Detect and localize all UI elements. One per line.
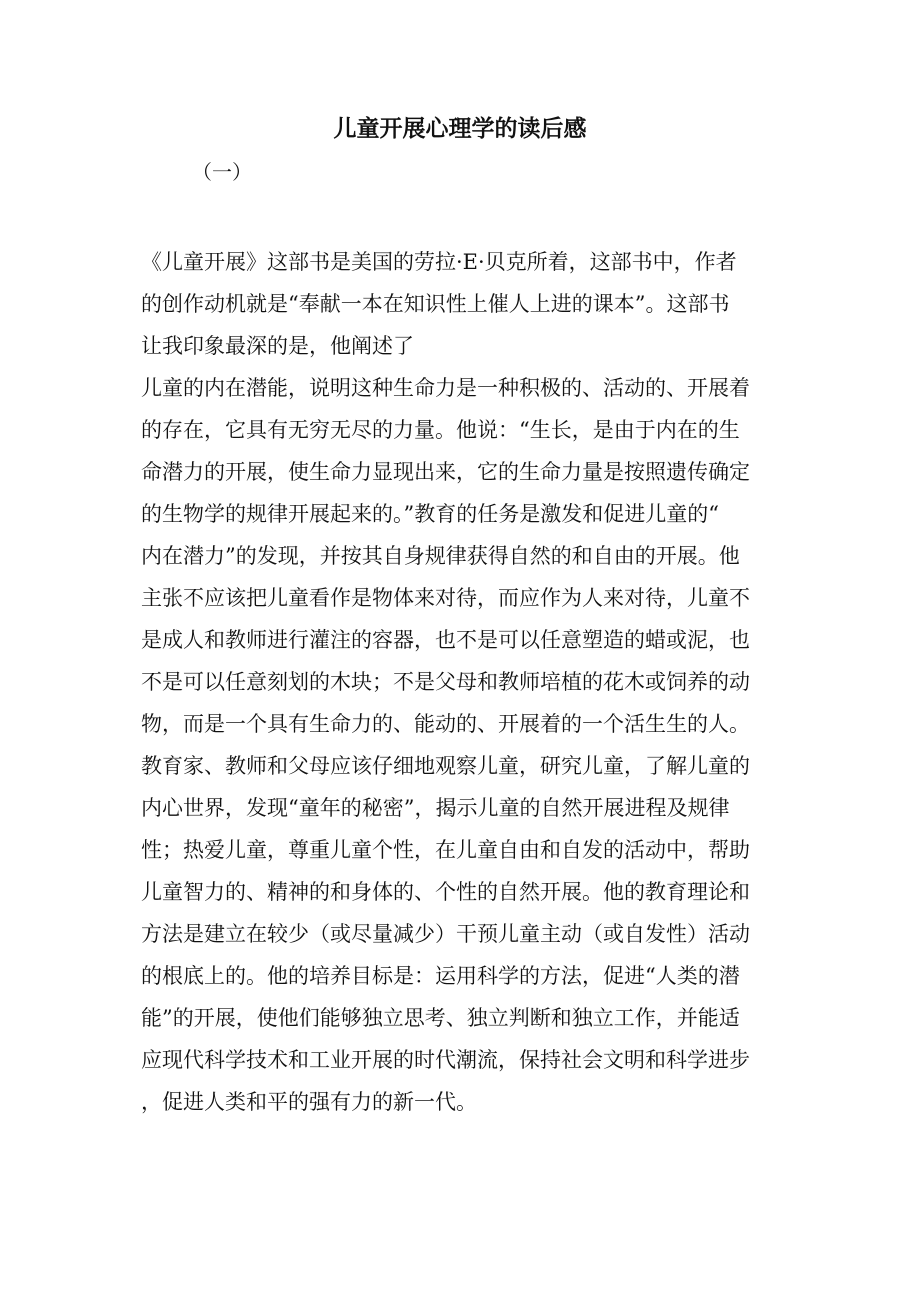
paragraph-line: 的存在，它具有无穷无尽的力量。他说：“生长，是由于内在的生	[141, 418, 740, 442]
paragraph-line: 《儿童开展》这部书是美国的劳拉·E·贝克所着，这部书中，作者	[141, 250, 737, 274]
paragraph-line: 让我印象最深的是，他阐述了	[141, 334, 414, 358]
paragraph-line: 应现代科学技术和工业开展的时代潮流，保持社会文明和科学进步	[141, 1048, 750, 1072]
paragraph-line: 的生物学的规律开展起来的。”教育的任务是激发和促进儿童的“	[141, 502, 719, 526]
paragraph-line: 内在潜力”的发现，并按其自身规律获得自然的和自由的开展。他	[141, 544, 740, 568]
paragraph-line: 主张不应该把儿童看作是物体来对待，而应作为人来对待，儿童不	[141, 586, 750, 610]
paragraph-line: 教育家、教师和父母应该仔细地观察儿童，研究儿童，了解儿童的	[141, 754, 750, 778]
body-paragraph	[141, 241, 781, 1123]
paragraph-line: 方法是建立在较少（或尽量减少）干预儿童主动（或自发性）活动	[141, 922, 750, 946]
paragraph-line: 性；热爱儿童，尊重儿童个性，在儿童自由和自发的活动中，帮助	[141, 838, 750, 862]
paragraph-line: 命潜力的开展，使生命力显现出来，它的生命力量是按照遗传确定	[141, 460, 750, 484]
paragraph-line: 儿童智力的、精神的和身体的、个性的自然开展。他的教育理论和	[141, 880, 750, 904]
paragraph-line: 能”的开展，使他们能够独立思考、独立判断和独立工作，并能适	[141, 1006, 740, 1030]
paragraph-line: 不是可以任意刻划的木块；不是父母和教师培植的花木或饲养的动	[141, 670, 750, 694]
document-title: 儿童开展心理学的读后感	[333, 115, 587, 142]
paragraph-line: 的创作动机就是“奉献一本在知识性上催人上进的课本”。这部书	[141, 292, 730, 316]
paragraph-line: 是成人和教师进行灌注的容器，也不是可以任意塑造的蜡或泥，也	[141, 628, 750, 652]
paragraph-line: 内心世界，发现“童年的秘密”，揭示儿童的自然开展进程及规律	[141, 796, 730, 820]
paragraph-line: 儿童的内在潜能，说明这种生命力是一种积极的、活动的、开展着	[141, 376, 750, 400]
paragraph-line: ，促进人类和平的强有力的新一代。	[141, 1090, 477, 1114]
paragraph-line: 物，而是一个具有生命力的、能动的、开展着的一个活生生的人。	[141, 712, 750, 736]
paragraph-line: 的根底上的。他的培养目标是：运用科学的方法，促进“人类的潜	[141, 964, 740, 988]
section-label: （一）	[192, 160, 252, 184]
